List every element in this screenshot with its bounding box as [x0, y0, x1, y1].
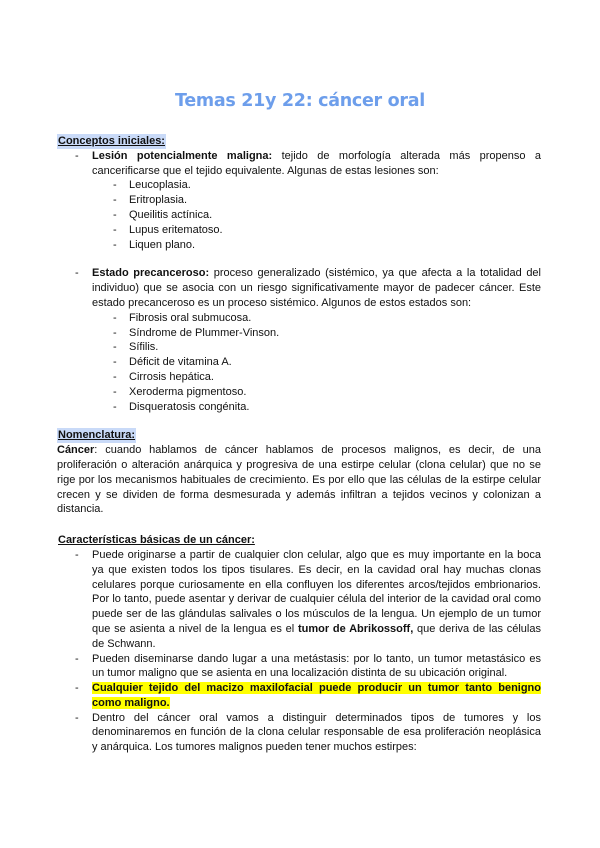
list-item: - Cirrosis hepática. — [113, 370, 214, 383]
section-heading-caracteristicas: Características básicas de un cáncer: — [58, 534, 255, 547]
list-item: - Disqueratosis congénita. — [113, 400, 250, 413]
term-abrikossoff: tumor de Abrikossoff, — [297, 622, 414, 635]
list-item: - Queilitis actínica. — [113, 208, 213, 221]
list-item: - Liquen plano. — [113, 238, 196, 251]
text-lesion: tejido de morfología alterada más propenso a cancerificarse que el tejido equivalente. Algunas de estas lesiones son: — [92, 149, 541, 177]
bullet-lesion — [57, 149, 541, 179]
text-estado: proceso generalizado (sistémico, ya que afecta a la totalidad del individuo) que se asocia con un riesgo significativamente mayor de padecer cáncer. Este estado precanceroso es un proceso sistémico. Algunos de estos estados son: — [92, 267, 541, 309]
list-item: - Lupus eritematoso. — [113, 223, 223, 236]
list-item: - Pueden diseminarse dando lugar a una metástasis: por lo tanto, un tumor metastásico es un tumor maligno que se asienta en una localización distinta de su ubicación original. — [75, 652, 541, 680]
bullet-estado — [57, 266, 541, 310]
list-item: - Déficit de vitamina A. — [113, 356, 232, 369]
list-item: - Xeroderma pigmentoso. — [113, 385, 247, 398]
section-heading-conceptos: Conceptos iniciales: — [58, 135, 165, 147]
list-item: - Leucoplasia. — [113, 179, 191, 192]
list-item: - Sífilis. — [113, 341, 159, 354]
list-item: - Fibrosis oral submucosa. — [113, 311, 252, 324]
paragraph-cancer: Cáncer: cuando hablamos de cáncer hablamos de procesos malignos, es decir, de una proliferación o alteración anárquica y progresiva de una estirpe celular (clona celular) que no se rige por los mecanismos habituales de crecimiento. Es por ello que las células de la estirpe celular crecen y se dividen de forma desmesurada y además infiltran a tejidos vecinos y colonizan a distancia. — [57, 444, 541, 516]
page-title: Temas 21y 22: cáncer oral — [175, 91, 425, 111]
term-estado: Estado precanceroso: — [92, 267, 210, 280]
list-item: - Dentro del cáncer oral vamos a distinguir determinados tipos de tumores y los denominaremos en función de la clona celular responsable de esa proliferación neoplásica y anárquica. Los tumores malignos pueden tener muchos estirpes: — [75, 711, 541, 754]
term-lesion: Lesión potencialmente maligna: — [92, 149, 273, 162]
highlighted-text: Cualquier tejido del macizo maxilofacial puede producir un tumor tanto benigno como maligno. — [92, 682, 541, 709]
section-heading-nomenclatura: Nomenclatura: — [58, 429, 136, 442]
bullet-dash: - — [75, 267, 79, 280]
list-item: - Síndrome de Plummer-Vinson. — [113, 326, 280, 339]
term-cancer: Cáncer — [57, 444, 95, 457]
document-body — [57, 134, 541, 755]
list-item: - Puede originarse a partir de cualquier clon celular, algo que es muy importante en la boca ya que existen todos los tipos tisulares. Es decir, en la cavidad oral hay muchas clonas celulares porque curiosamente en ella confluyen los diferentes arcos/tejidos embrionarios. Por lo tanto, puede asentar y derivar de cualquier célula del interior de la cavidad oral como puede ser de las glándulas salivales o los músculos de la lengua. Un ejemplo de un tumor que se asienta a nivel de la lengua es el tumor de Abrikossoff, que deriva de las células de Schwann. — [75, 548, 541, 650]
list-item-highlighted: - Cualquier tejido del macizo maxilofacial puede producir un tumor tanto benigno como maligno. — [75, 682, 541, 709]
list-item: - Eritroplasia. — [113, 194, 188, 207]
bullet-dash: - — [75, 149, 79, 162]
